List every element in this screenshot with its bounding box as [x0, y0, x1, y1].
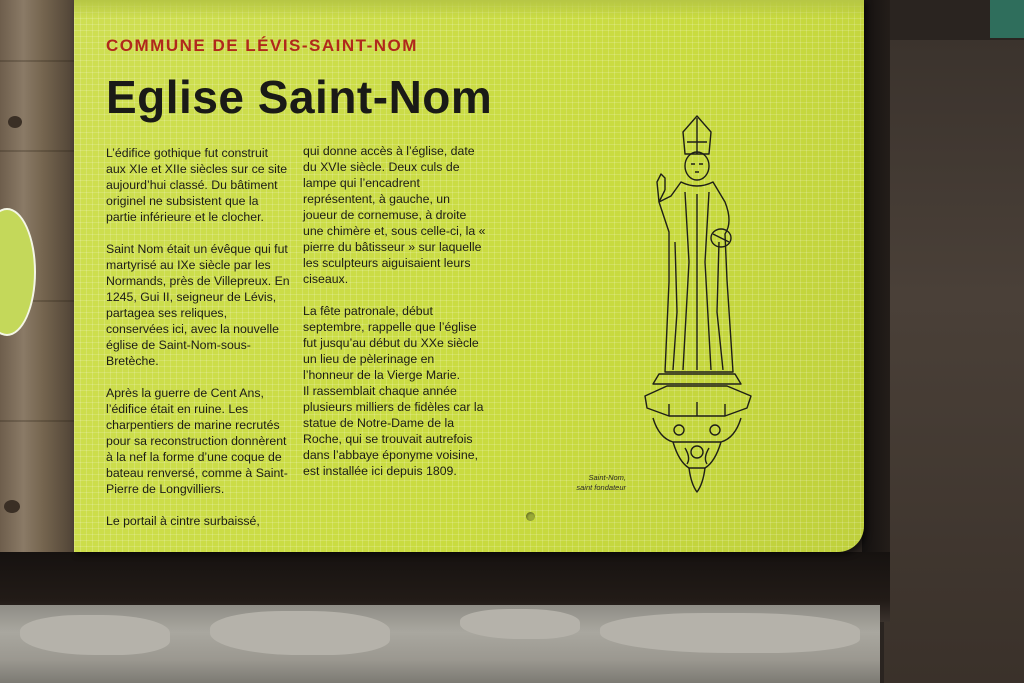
- paragraph: Le portail à cintre surbaissé,: [106, 514, 260, 528]
- sign-top-edge: [74, 0, 864, 18]
- caption-line: Saint-Nom,: [588, 473, 626, 482]
- logo-badge: [0, 208, 36, 336]
- green-object: [990, 0, 1024, 38]
- wooden-post: [0, 0, 78, 555]
- paragraph: L’édifice gothique fut construit aux XIe et XIIe siècles sur ce site aujourd’hui classé. Du bâtiment originel ne subsistent que la partie inférieure et le clocher.: [106, 146, 288, 224]
- sign-title: Eglise Saint-Nom: [106, 71, 493, 123]
- statue-illustration: [629, 112, 765, 504]
- paragraph: Saint Nom était un évêque qui fut martyrisé au IXe siècle par les Normands, près de Villepreux. En 1245, Gui II, seigneur de Lévis, partagea ses reliques, conservées ici, avec la nouvelle église de Saint-Nom-sous-Bretèche.: [106, 242, 290, 368]
- ground-background: [884, 40, 1024, 683]
- information-sign: [74, 0, 864, 552]
- text-column-1: [106, 145, 290, 545]
- commune-heading: COMMUNE DE LÉVIS-SAINT-NOM: [106, 36, 418, 55]
- paragraph: La fête patronale, début septembre, rappelle que l’église fut jusqu’au début du XXe siècle un lieu de pèlerinage en l’honneur de la Vierge Marie.: [303, 304, 479, 382]
- statue-caption: [562, 473, 626, 493]
- caption-line: saint fondateur: [576, 483, 626, 492]
- screw: [526, 512, 535, 521]
- paragraph: qui donne accès à l’église, date du XVIe siècle. Deux culs de lampe qui l’encadrent représentent, à gauche, un joueur de cornemuse, à droite une chimère et, sous celle-ci, la « pierre du bâtisseur » sur laquelle les sculpteurs aiguisaient leurs ciseaux.: [303, 144, 486, 286]
- text-column-2: [303, 143, 487, 495]
- stone-wall: [0, 605, 880, 683]
- paragraph: Il rassemblait chaque année plusieurs milliers de fidèles car la statue de Notre-Dame de la Roche, qui se trouvait autrefois dans l’abbaye éponyme voisine, est installée ici depuis 1809.: [303, 384, 484, 478]
- paragraph: Après la guerre de Cent Ans, l’édifice était en ruine. Les charpentiers de marine recrutés pour sa reconstruction donnèrent à la nef la forme d’une coque de bateau renversé, comme à Saint-Pierre de Longvilliers.: [106, 386, 288, 496]
- sign-shadow-edge: [862, 0, 890, 600]
